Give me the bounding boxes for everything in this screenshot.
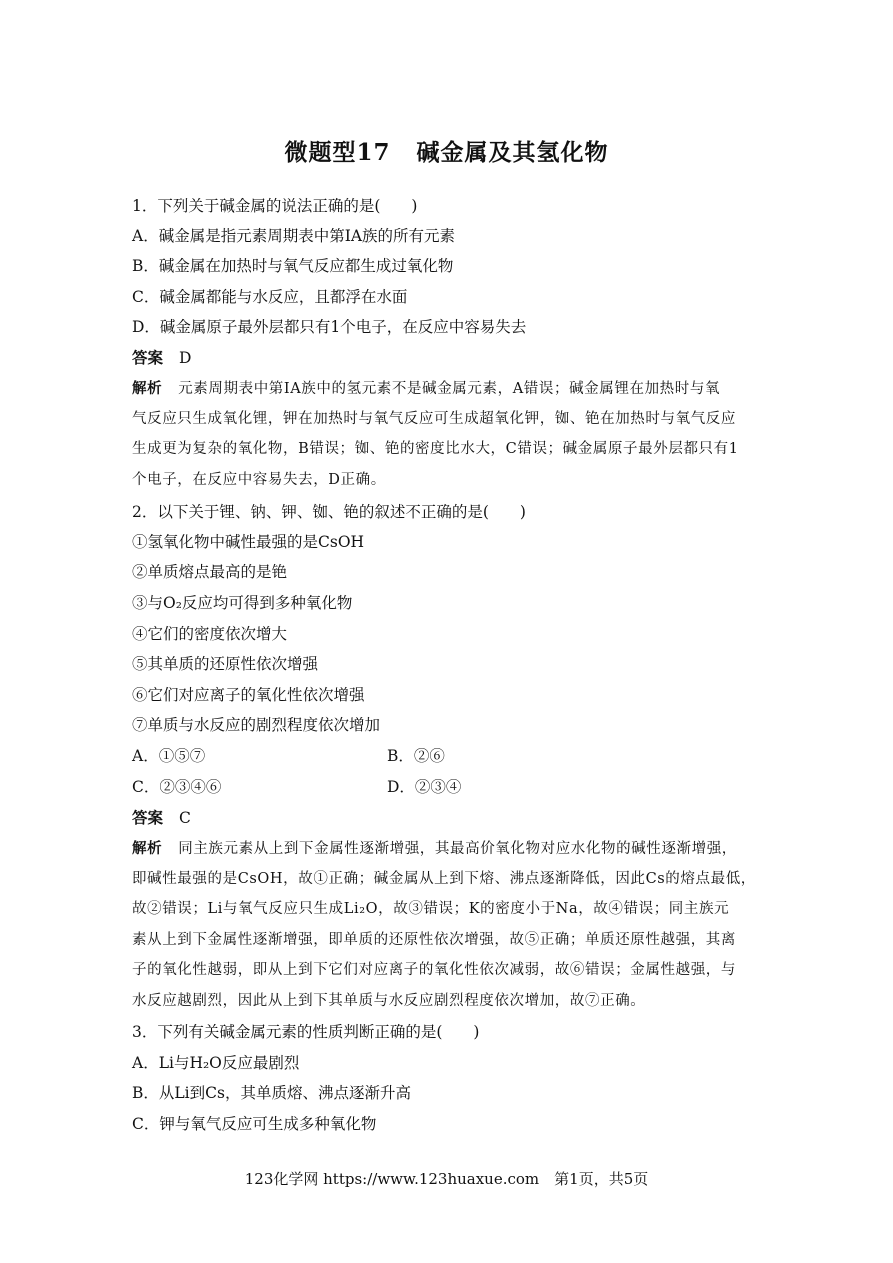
q2-analysis-line-2: 即碱性最强的是CsOH，故①正确；碱金属从上到下熔、沸点逐渐降低，因此Cs的熔点最低，	[132, 871, 756, 887]
q2-item-4: ④它们的密度依次增大	[132, 625, 288, 643]
q2-option-c: C．②③④⑥	[132, 778, 222, 796]
q2-analysis-line-5: 子的氧化性越弱，即从上到下它们对应离子的氧化性依次减弱，故⑥错误；金属性越强，与	[132, 962, 736, 978]
q1-answer	[132, 348, 772, 368]
q1-option-a: A．碱金属是指元素周期表中第ⅠA族的所有元素	[132, 227, 456, 245]
q2-item-6: ⑥它们对应离子的氧化性依次增强	[132, 686, 365, 704]
page-footer: 123化学网 https://www.123huaxue.com 第1页，共5页	[244, 1170, 649, 1188]
q3-option-c: C．钾与氧气反应可生成多种氧化物	[132, 1115, 377, 1133]
q3-option-a: A．Li与H₂O反应最剧烈	[132, 1054, 300, 1072]
title-main: 碱金属及其氢化物	[416, 139, 609, 166]
q1-option-c: C．碱金属都能与水反应，且都浮在水面	[132, 288, 408, 306]
q2-answer-value: C	[179, 809, 191, 827]
answer-label: 答案	[132, 808, 164, 827]
page-title	[0, 134, 893, 167]
q2-item-2: ②单质熔点最高的是铯	[132, 563, 288, 581]
q1-analysis-line-3: 生成更为复杂的氧化物，B错误；铷、铯的密度比水大，C错误；碱金属原子最外层都只有1	[132, 441, 739, 457]
q2-analysis-text-1: 同主族元素从上到下金属性逐渐增强，其最高价氧化物对应水化物的碱性逐渐增强，	[178, 841, 737, 857]
q2-item-3: ③与O₂反应均可得到多种氧化物	[132, 594, 353, 612]
answer-label: 答案	[132, 348, 164, 367]
q2-item-1: ①氢氧化物中碱性最强的是CsOH	[132, 533, 365, 551]
q1-stem: 1．下列关于碱金属的说法正确的是( )	[132, 197, 418, 215]
title-prefix: 微题型17	[284, 139, 391, 166]
q1-answer-value: D	[179, 349, 192, 367]
q2-stem: 2．以下关于锂、钠、钾、铷、铯的叙述不正确的是( )	[132, 503, 526, 521]
q2-answer	[132, 808, 772, 828]
q2-option-b: B．②⑥	[387, 747, 445, 765]
q2-item-7: ⑦单质与水反应的剧烈程度依次增加	[132, 716, 381, 734]
q2-analysis-line-1	[132, 839, 772, 859]
q2-analysis-line-4: 素从上到下金属性逐渐增强，即单质的还原性依次增强，故⑤正确；单质还原性越强，其离	[132, 932, 736, 948]
q2-options-row-2	[132, 777, 772, 797]
analysis-label: 解析	[132, 840, 163, 857]
q3-option-b: B．从Li到Cs，其单质熔、沸点逐渐升高	[132, 1084, 411, 1102]
q2-analysis-line-3: 故②错误；Li与氧气反应只生成Li₂O，故③错误；K的密度小于Na，故④错误；同主族元	[132, 901, 730, 917]
q1-analysis-line-2: 气反应只生成氧化锂，钾在加热时与氧气反应可生成超氧化钾，铷、铯在加热时与氧气反应	[132, 411, 736, 427]
q1-option-b: B．碱金属在加热时与氧气反应都生成过氧化物	[132, 257, 454, 275]
q2-option-d: D．②③④	[387, 778, 462, 796]
q2-item-5: ⑤其单质的还原性依次增强	[132, 655, 319, 673]
q2-analysis-line-6: 水反应越剧烈，因此从上到下其单质与水反应剧烈程度依次增加，故⑦正确。	[132, 993, 646, 1009]
analysis-label: 解析	[132, 380, 163, 397]
q1-analysis-text-1: 元素周期表中第ⅠA族中的氢元素不是碱金属元素，A错误；碱金属锂在加热时与氧	[178, 381, 721, 397]
q1-analysis-line-4: 个电子，在反应中容易失去，D正确。	[132, 472, 386, 488]
q1-option-d: D．碱金属原子最外层都只有1个电子，在反应中容易失去	[132, 318, 527, 336]
q1-analysis-line-1	[132, 379, 772, 399]
q2-option-a: A．①⑤⑦	[132, 747, 206, 765]
q3-stem: 3．下列有关碱金属元素的性质判断正确的是( )	[132, 1023, 480, 1041]
q2-options-row-1	[132, 746, 772, 766]
